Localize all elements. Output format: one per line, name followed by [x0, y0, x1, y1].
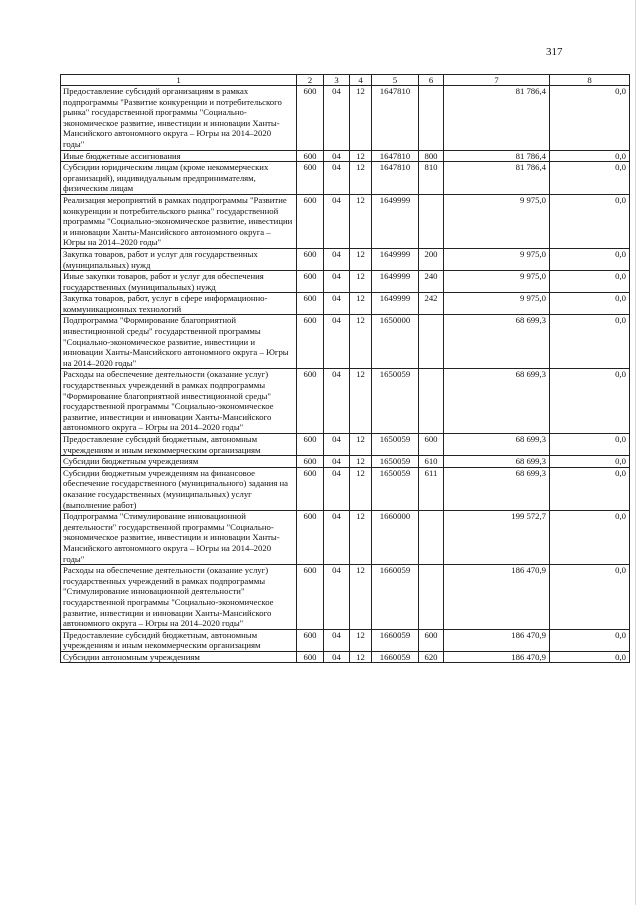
cell-col4: 12: [350, 369, 372, 434]
cell-col3: 04: [324, 434, 350, 456]
table-row: [61, 248, 630, 270]
cell-col2: 600: [297, 369, 324, 434]
cell-col5: 1650059: [372, 434, 419, 456]
cell-col6: 810: [419, 162, 444, 195]
cell-col6: 200: [419, 248, 444, 270]
cell-col5: 1649999: [372, 194, 419, 248]
cell-col6: [419, 511, 444, 565]
cell-name: Иные бюджетные ассигнования: [61, 150, 297, 162]
cell-col2: 600: [297, 194, 324, 248]
cell-col2: 600: [297, 293, 324, 315]
header-cell: 2: [297, 75, 324, 86]
cell-col3: 04: [324, 467, 350, 510]
cell-col3: 04: [324, 629, 350, 651]
cell-name: Субсидии юридическим лицам (кроме некоммерческих организаций), индивидуальным предпринимателям, физическим лицам: [61, 162, 297, 195]
cell-col2: 600: [297, 434, 324, 456]
cell-col8: 0,0: [550, 565, 630, 630]
cell-col7: 68 699,3: [444, 456, 550, 468]
cell-name: Предоставление субсидий бюджетным, автономным учреждениям и иным некоммерческим организациям: [61, 434, 297, 456]
cell-col5: 1660059: [372, 651, 419, 663]
cell-col7: 9 975,0: [444, 248, 550, 270]
cell-col3: 04: [324, 511, 350, 565]
cell-col5: 1649999: [372, 271, 419, 293]
cell-col4: 12: [350, 651, 372, 663]
cell-col2: 600: [297, 162, 324, 195]
table-row: [61, 194, 630, 248]
cell-col8: 0,0: [550, 467, 630, 510]
page-number: 317: [546, 46, 563, 58]
cell-col5: 1647810: [372, 162, 419, 195]
cell-col6: [419, 369, 444, 434]
cell-col7: 199 572,7: [444, 511, 550, 565]
cell-col8: 0,0: [550, 194, 630, 248]
table-row: [61, 511, 630, 565]
cell-col3: 04: [324, 456, 350, 468]
cell-col4: 12: [350, 271, 372, 293]
cell-name: Закупка товаров, работ и услуг для государственных (муниципальных) нужд: [61, 248, 297, 270]
cell-name: Предоставление субсидий организациям в рамках подпрограммы "Развитие конкуренции и потребительского рынка" государственной программы "Социально-экономическое развитие, инвестиции и инновации Ханты-Мансийского автономного округа – Югры на 2014–2020 годы": [61, 86, 297, 151]
cell-col4: 12: [350, 194, 372, 248]
cell-col4: 12: [350, 293, 372, 315]
cell-col7: 9 975,0: [444, 293, 550, 315]
cell-col3: 04: [324, 86, 350, 151]
cell-col7: 68 699,3: [444, 434, 550, 456]
table-row: [61, 271, 630, 293]
table-row: [61, 86, 630, 151]
cell-col2: 600: [297, 629, 324, 651]
cell-col4: 12: [350, 565, 372, 630]
cell-col6: 600: [419, 629, 444, 651]
header-cell: 1: [61, 75, 297, 86]
cell-col5: 1649999: [372, 293, 419, 315]
header-cell: 5: [372, 75, 419, 86]
cell-col3: 04: [324, 293, 350, 315]
cell-col6: 242: [419, 293, 444, 315]
table-row: [61, 162, 630, 195]
cell-col8: 0,0: [550, 511, 630, 565]
cell-col2: 600: [297, 565, 324, 630]
cell-name: Субсидии автономным учреждениям: [61, 651, 297, 663]
cell-col8: 0,0: [550, 629, 630, 651]
cell-col5: 1650059: [372, 369, 419, 434]
cell-col5: 1647810: [372, 150, 419, 162]
header-cell: 6: [419, 75, 444, 86]
cell-col7: 186 470,9: [444, 629, 550, 651]
cell-col7: 68 699,3: [444, 369, 550, 434]
scan-edge: [635, 0, 636, 905]
table-row: [61, 565, 630, 630]
cell-col2: 600: [297, 456, 324, 468]
cell-col8: 0,0: [550, 86, 630, 151]
cell-col4: 12: [350, 629, 372, 651]
cell-col5: 1660000: [372, 511, 419, 565]
cell-col4: 12: [350, 248, 372, 270]
cell-col5: 1650059: [372, 467, 419, 510]
cell-col2: 600: [297, 248, 324, 270]
cell-col5: 1660059: [372, 565, 419, 630]
cell-col4: 12: [350, 511, 372, 565]
cell-col8: 0,0: [550, 651, 630, 663]
cell-col8: 0,0: [550, 315, 630, 369]
table-row: [61, 150, 630, 162]
cell-col4: 12: [350, 315, 372, 369]
cell-col6: [419, 315, 444, 369]
cell-col4: 12: [350, 162, 372, 195]
table-row: [61, 293, 630, 315]
cell-col8: 0,0: [550, 369, 630, 434]
cell-col6: [419, 565, 444, 630]
cell-col6: [419, 194, 444, 248]
cell-col8: 0,0: [550, 293, 630, 315]
cell-col4: 12: [350, 456, 372, 468]
cell-col7: 81 786,4: [444, 86, 550, 151]
cell-col6: [419, 86, 444, 151]
table-row: [61, 651, 630, 663]
cell-col3: 04: [324, 315, 350, 369]
cell-col8: 0,0: [550, 150, 630, 162]
cell-name: Закупка товаров, работ, услуг в сфере информационно-коммуникационных технологий: [61, 293, 297, 315]
cell-name: Иные закупки товаров, работ и услуг для обеспечения государственных (муниципальных) нужд: [61, 271, 297, 293]
cell-name: Субсидии бюджетным учреждениям: [61, 456, 297, 468]
cell-col3: 04: [324, 150, 350, 162]
cell-col7: 81 786,4: [444, 162, 550, 195]
cell-col2: 600: [297, 150, 324, 162]
cell-col6: 620: [419, 651, 444, 663]
cell-col2: 600: [297, 511, 324, 565]
budget-table: [60, 74, 630, 663]
cell-col6: 240: [419, 271, 444, 293]
cell-col4: 12: [350, 150, 372, 162]
header-row: [61, 75, 630, 86]
cell-col3: 04: [324, 271, 350, 293]
cell-name: Расходы на обеспечение деятельности (оказание услуг) государственных учреждений в рамках подпрограммы "Формирование благоприятной инвестиционной среды" государственной программы "Социально-экономическое развитие, инвестиции и инновации Ханты-Мансийского автономного округа – Югры на 2014–2020 годы": [61, 369, 297, 434]
cell-col6: 800: [419, 150, 444, 162]
cell-name: Подпрограмма "Формирование благоприятной инвестиционной среды" государственной программы "Социально-экономическое развитие, инвестиции и инновации Ханты-Мансийского автономного округа – Югры на 2014–2020 годы": [61, 315, 297, 369]
cell-col4: 12: [350, 434, 372, 456]
cell-col5: 1650059: [372, 456, 419, 468]
cell-col7: 68 699,3: [444, 315, 550, 369]
cell-col4: 12: [350, 86, 372, 151]
cell-col8: 0,0: [550, 162, 630, 195]
cell-col2: 600: [297, 86, 324, 151]
cell-col5: 1649999: [372, 248, 419, 270]
cell-col5: 1650000: [372, 315, 419, 369]
cell-col7: 9 975,0: [444, 271, 550, 293]
cell-col5: 1647810: [372, 86, 419, 151]
cell-col6: 610: [419, 456, 444, 468]
header-cell: 3: [324, 75, 350, 86]
cell-name: Реализация мероприятий в рамках подпрограммы "Развитие конкуренции и потребительского рынка" государственной программы "Социально-экономическое развитие, инвестиции и инновации Ханты-Мансийского автономного округа – Югры на 2014–2020 годы": [61, 194, 297, 248]
table-row: [61, 369, 630, 434]
cell-name: Подпрограмма "Стимулирование инновационной деятельности" государственной программы "Социально-экономическое развитие, инвестиции и инновации Ханты-Мансийского автономного округа – Югры на 2014–2020 годы": [61, 511, 297, 565]
table-row: [61, 315, 630, 369]
cell-col4: 12: [350, 467, 372, 510]
cell-col7: 186 470,9: [444, 651, 550, 663]
table-row: [61, 467, 630, 510]
cell-col3: 04: [324, 369, 350, 434]
cell-col7: 68 699,3: [444, 467, 550, 510]
cell-col2: 600: [297, 315, 324, 369]
cell-col8: 0,0: [550, 248, 630, 270]
table-row: [61, 629, 630, 651]
cell-col8: 0,0: [550, 434, 630, 456]
cell-col3: 04: [324, 248, 350, 270]
cell-name: Предоставление субсидий бюджетным, автономным учреждениям и иным некоммерческим организациям: [61, 629, 297, 651]
header-cell: 8: [550, 75, 630, 86]
cell-name: Расходы на обеспечение деятельности (оказание услуг) государственных учреждений в рамках подпрограммы "Стимулирование инновационной деятельности" государственной программы "Социально-экономическое развитие, инвестиции и инновации Ханты-Мансийского автономного округа – Югры на 2014–2020 годы": [61, 565, 297, 630]
cell-col3: 04: [324, 651, 350, 663]
cell-col3: 04: [324, 565, 350, 630]
cell-col6: 611: [419, 467, 444, 510]
cell-col2: 600: [297, 271, 324, 293]
cell-col8: 0,0: [550, 271, 630, 293]
cell-col6: 600: [419, 434, 444, 456]
cell-col8: 0,0: [550, 456, 630, 468]
cell-col5: 1660059: [372, 629, 419, 651]
table-row: [61, 434, 630, 456]
cell-col3: 04: [324, 162, 350, 195]
header-cell: 4: [350, 75, 372, 86]
cell-col2: 600: [297, 467, 324, 510]
header-cell: 7: [444, 75, 550, 86]
cell-col7: 186 470,9: [444, 565, 550, 630]
cell-col3: 04: [324, 194, 350, 248]
cell-col2: 600: [297, 651, 324, 663]
table-row: [61, 456, 630, 468]
cell-name: Субсидии бюджетным учреждениям на финансовое обеспечение государственного (муниципального) задания на оказание государственных (муниципальных) услуг (выполнение работ): [61, 467, 297, 510]
cell-col7: 81 786,4: [444, 150, 550, 162]
cell-col7: 9 975,0: [444, 194, 550, 248]
